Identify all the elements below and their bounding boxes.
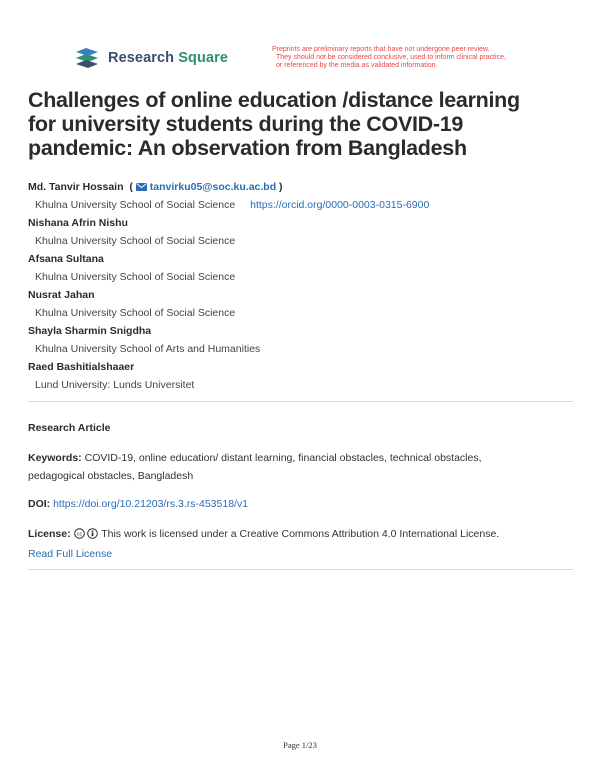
title-line: pandemic: An observation from Bangladesh (28, 136, 467, 160)
author-list (28, 178, 573, 394)
author-affiliation: Lund University: Lunds Universitet (35, 379, 195, 391)
author-name: Md. Tanvir Hossain (28, 181, 124, 193)
license-section (28, 525, 573, 563)
section-divider (28, 569, 573, 570)
article-type (28, 419, 573, 437)
doi-section (28, 495, 573, 513)
brand-suffix: Square (178, 50, 228, 66)
keywords-text: pedagogical obstacles, Bangladesh (28, 470, 194, 482)
orcid-link[interactable]: https://orcid.org/0000-0003-0315-6900 (250, 199, 430, 211)
author-name: Shayla Sharmin Snigdha (28, 325, 152, 337)
author-affiliation: Khulna University School of Social Science (35, 235, 236, 247)
author-name: Nishana Afrin Nishu (28, 217, 128, 229)
article-type-label: Research Article (28, 422, 111, 434)
license-text: This work is licensed under a Creative Commons Attribution 4.0 International License. (101, 528, 500, 540)
preprint-disclaimer (272, 46, 542, 70)
title-line: for university students during the COVID-19 (28, 112, 464, 136)
author-entry (28, 178, 573, 214)
disclaimer-line: or referenced by the media as validated information. (276, 62, 438, 69)
read-full-license-link[interactable]: Read Full License (28, 548, 113, 560)
author-affiliation: Khulna University School of Social Science (35, 199, 236, 211)
keywords-label: Keywords: (28, 452, 82, 464)
disclaimer-line: Preprints are preliminary reports that have not undergone peer review. (272, 46, 490, 53)
author-entry (28, 358, 573, 394)
author-name: Nusrat Jahan (28, 289, 95, 301)
author-entry (28, 250, 573, 286)
author-affiliation: Khulna University School of Social Science (35, 307, 236, 319)
author-affiliation: Khulna University School of Social Science (35, 271, 236, 283)
author-email-group: ( tanvirku05@soc.ku.ac.bd ) (126, 181, 282, 193)
cc-icon (74, 527, 85, 545)
brand-name (108, 50, 228, 66)
keywords-text: COVID-19, online education/ distant learning, financial obstacles, technical obstacles, (84, 452, 482, 464)
author-entry (28, 214, 573, 250)
author-name: Afsana Sultana (28, 253, 104, 265)
by-icon (87, 527, 98, 545)
page-number: Page 1/23 (283, 740, 317, 750)
svg-text:cc: cc (76, 531, 82, 538)
brand-prefix: Research (108, 50, 175, 66)
license-label: License: (28, 528, 71, 540)
doi-link[interactable]: https://doi.org/10.21203/rs.3.rs-453518/v1 (53, 498, 249, 510)
author-entry (28, 286, 573, 322)
author-affiliation: Khulna University School of Arts and Humanities (35, 343, 261, 355)
author-entry (28, 322, 573, 358)
research-square-logo[interactable] (74, 47, 228, 69)
doi-label: DOI: (28, 498, 51, 510)
envelope-icon (136, 179, 147, 197)
paper-title (28, 88, 573, 160)
research-square-logo-icon (74, 47, 100, 69)
disclaimer-line: They should not be considered conclusive, used to inform clinical practice, (276, 54, 506, 61)
section-divider (28, 401, 573, 402)
author-email-link[interactable]: tanvirku05@soc.ku.ac.bd (149, 181, 277, 193)
keywords-section (28, 449, 573, 485)
title-line: Challenges of online education /distance learning (28, 88, 520, 112)
author-name: Raed Bashitialshaaer (28, 361, 135, 373)
